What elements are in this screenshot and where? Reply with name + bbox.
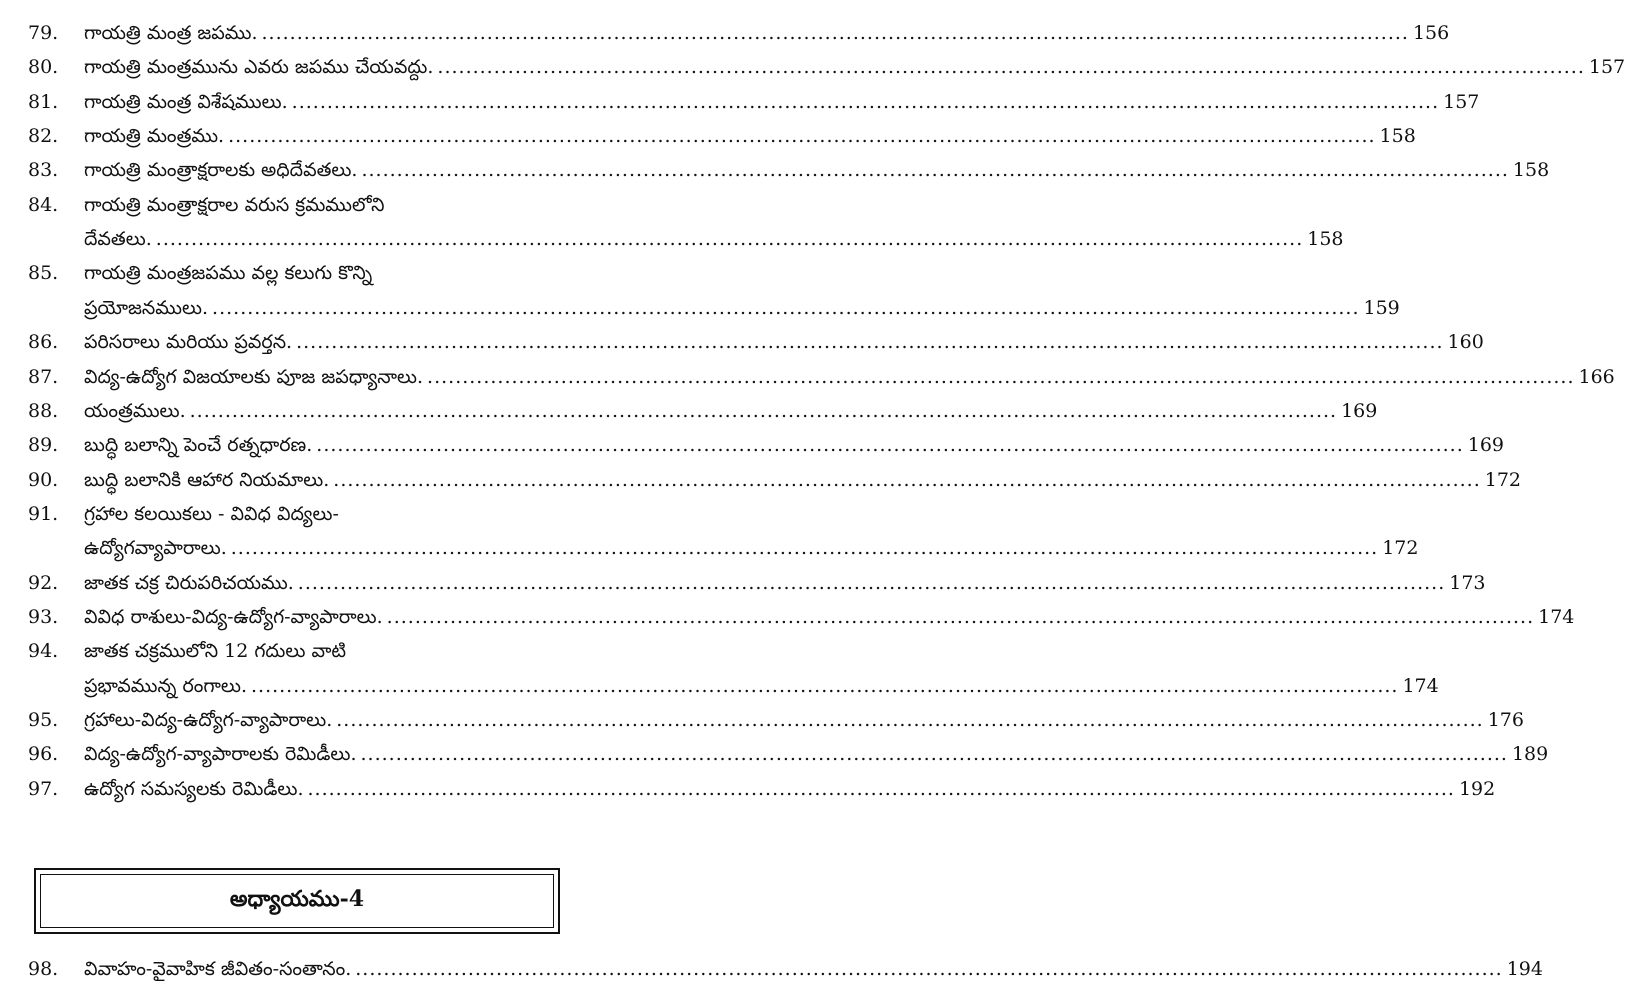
toc-entry-row bbox=[0, 85, 1480, 119]
entry-title: గాయత్రి మంత్రము. bbox=[84, 125, 225, 148]
toc-entry-row bbox=[0, 463, 1521, 497]
entry-line bbox=[84, 16, 1450, 50]
page-number: 156 bbox=[1412, 22, 1450, 44]
dot-leader bbox=[251, 669, 1398, 703]
page-number: 169 bbox=[1341, 399, 1378, 422]
toc-entry-row bbox=[0, 428, 1505, 462]
dot-leader bbox=[307, 772, 1454, 806]
entry-title: పరిసరాలు మరియు ప్రవర్తన. bbox=[84, 331, 293, 354]
toc-entry-row bbox=[0, 634, 600, 668]
page-number: 173 bbox=[1449, 571, 1486, 594]
toc-entry-row bbox=[0, 737, 1549, 771]
toc-entry-row bbox=[0, 566, 1486, 600]
entry-title: విద్య-ఉద్యోగ-వ్యాపారాలకు రెమిడీలు. bbox=[84, 743, 357, 766]
toc-entry-row bbox=[0, 531, 1419, 565]
entry-line bbox=[84, 566, 1486, 600]
entry-number: 79. bbox=[28, 22, 59, 44]
entry-title: బుద్ధి బలాన్ని పెంచే రత్నధారణ. bbox=[84, 434, 313, 457]
dot-leader bbox=[156, 222, 1303, 256]
entry-line bbox=[84, 737, 1549, 771]
entry-number: 90. bbox=[28, 468, 59, 491]
entry-title: గాయత్రి మంత్రజపము వల్ల కలుగు కొన్ని bbox=[84, 262, 373, 285]
page-number: 166 bbox=[1578, 365, 1615, 388]
entry-line bbox=[84, 428, 1505, 462]
entry-title: యంత్రములు. bbox=[84, 399, 186, 422]
entry-number: 81. bbox=[28, 90, 59, 113]
page-number: 157 bbox=[1588, 56, 1625, 79]
entry-number: 94. bbox=[28, 640, 59, 663]
dot-leader bbox=[437, 50, 1584, 84]
entry-title: గాయత్రి మంత్రాక్షరాలకు అధిదేవతలు. bbox=[84, 159, 358, 182]
entry-title: గ్రహాల కలయికలు - వివిధ విద్యలు- bbox=[84, 502, 339, 525]
entry-number: 84. bbox=[28, 193, 59, 216]
entry-number: 91. bbox=[28, 502, 59, 525]
entry-number: 92. bbox=[28, 571, 59, 594]
entry-line bbox=[84, 50, 1625, 84]
page-number: 194 bbox=[1506, 958, 1543, 980]
entry-number: 95. bbox=[28, 709, 59, 731]
entry-line bbox=[84, 222, 1344, 256]
dot-leader bbox=[190, 394, 1337, 428]
entry-line bbox=[84, 703, 1524, 737]
page-number: 174 bbox=[1538, 605, 1575, 628]
page-number: 172 bbox=[1382, 537, 1419, 560]
toc-entry-row bbox=[0, 772, 1496, 806]
entry-title: గాయత్రి మంత్ర జపము. bbox=[84, 22, 258, 44]
entry-title: ఉద్యోగవ్యాపారాలు. bbox=[84, 537, 227, 560]
entry-line bbox=[84, 952, 1543, 986]
entry-number: 93. bbox=[28, 605, 59, 628]
entry-number: 98. bbox=[28, 958, 59, 980]
entry-title: గ్రహాలు-విద్య-ఉద్యోగ-వ్యాపారాలు. bbox=[84, 709, 333, 731]
entry-line bbox=[84, 119, 1416, 153]
dot-leader bbox=[361, 737, 1508, 771]
entry-line bbox=[84, 531, 1419, 565]
chapter-title: అధ్యాయము-4 bbox=[229, 885, 365, 912]
dot-leader bbox=[298, 566, 1445, 600]
dot-leader bbox=[361, 153, 1508, 187]
page-number: 157 bbox=[1443, 90, 1480, 113]
entry-number: 96. bbox=[28, 743, 59, 766]
entry-number: 86. bbox=[28, 331, 59, 354]
entry-line bbox=[84, 600, 1575, 634]
toc-entry-row bbox=[0, 50, 1625, 84]
dot-leader bbox=[333, 463, 1480, 497]
dot-leader bbox=[355, 952, 1502, 986]
page-number: 176 bbox=[1487, 709, 1524, 731]
toc-entry-row bbox=[0, 703, 1524, 737]
dot-leader bbox=[336, 703, 1483, 737]
entry-number: 88. bbox=[28, 399, 59, 422]
entry-title: విద్య-ఉద్యోగ విజయాలకు పూజ జపధ్యానాలు. bbox=[84, 365, 424, 388]
page-number: 160 bbox=[1447, 331, 1484, 354]
entry-title: వివాహం-వైవాహిక జీవితం-సంతానం. bbox=[84, 958, 352, 980]
dot-leader bbox=[387, 600, 1534, 634]
page-number: 169 bbox=[1467, 434, 1505, 457]
entry-title: ప్రభావమున్న రంగాలు. bbox=[84, 674, 247, 697]
entry-title: వివిధ రాశులు-విద్య-ఉద్యోగ-వ్యాపారాలు. bbox=[84, 605, 383, 628]
entry-line bbox=[84, 497, 562, 531]
dot-leader bbox=[316, 428, 1463, 462]
toc-entry-row bbox=[0, 394, 1378, 428]
toc-entry-row bbox=[0, 16, 1450, 50]
toc-entry-row bbox=[0, 360, 1615, 394]
dot-leader bbox=[212, 291, 1359, 325]
page-number: 159 bbox=[1363, 296, 1400, 319]
entry-line bbox=[84, 669, 1439, 703]
entry-title: జాతక చక్ర చిరుపరిచయము. bbox=[84, 571, 294, 594]
toc-entry-row bbox=[0, 153, 1550, 187]
toc-entry-row bbox=[0, 497, 600, 531]
entry-number: 85. bbox=[28, 262, 59, 285]
page-number: 172 bbox=[1484, 468, 1521, 491]
toc-entry-row bbox=[0, 952, 1543, 986]
entry-number: 87. bbox=[28, 365, 59, 388]
dot-leader bbox=[262, 16, 1409, 50]
toc-entry-row bbox=[0, 600, 1575, 634]
entry-line bbox=[84, 325, 1484, 359]
entry-title: ఉద్యోగ సమస్యలకు రెమిడీలు. bbox=[84, 777, 304, 800]
entry-number: 83. bbox=[28, 159, 59, 182]
entry-line bbox=[84, 291, 1400, 325]
entry-line bbox=[84, 85, 1480, 119]
page-number: 158 bbox=[1512, 159, 1550, 182]
toc-entry-row bbox=[0, 291, 1400, 325]
dot-leader bbox=[228, 119, 1375, 153]
page-number: 189 bbox=[1511, 743, 1549, 766]
entry-line bbox=[84, 772, 1496, 806]
dot-leader bbox=[427, 360, 1574, 394]
entry-title: గాయత్రి మంత్ర విశేషములు. bbox=[84, 90, 288, 113]
dot-leader bbox=[231, 531, 1378, 565]
entry-title: ప్రయోజనములు. bbox=[84, 296, 209, 319]
entry-number: 80. bbox=[28, 56, 59, 79]
entry-number: 97. bbox=[28, 777, 59, 800]
entry-line bbox=[84, 394, 1378, 428]
page-number: 158 bbox=[1307, 228, 1344, 251]
entry-title: బుద్ధి బలానికి ఆహార నియమాలు. bbox=[84, 468, 330, 491]
dot-leader bbox=[296, 325, 1443, 359]
toc-entry-row bbox=[0, 669, 1439, 703]
entry-line bbox=[84, 463, 1521, 497]
entry-line bbox=[84, 360, 1615, 394]
entry-line bbox=[84, 153, 1550, 187]
chapter-heading-inner-frame bbox=[40, 874, 554, 928]
dot-leader bbox=[292, 85, 1439, 119]
entry-title: జాతక చక్రములోని 12 గదులు వాటి bbox=[84, 640, 347, 663]
chapter-heading-box bbox=[34, 868, 560, 934]
toc-entry-row bbox=[0, 222, 1344, 256]
toc-entry-row bbox=[0, 119, 1416, 153]
toc-entry-row bbox=[0, 325, 1484, 359]
entry-number: 89. bbox=[28, 434, 59, 457]
page-number: 174 bbox=[1402, 674, 1439, 697]
entry-line bbox=[84, 634, 562, 668]
entry-title: గాయత్రి మంత్రమును ఎవరు జపము చేయవద్దు. bbox=[84, 56, 434, 79]
entry-number: 82. bbox=[28, 125, 59, 148]
entry-title: దేవతలు. bbox=[84, 228, 152, 251]
entry-title: గాయత్రి మంత్రాక్షరాల వరుస క్రమములోని bbox=[84, 193, 385, 216]
entry-line bbox=[84, 188, 562, 222]
page-number: 158 bbox=[1379, 125, 1416, 148]
toc-entry-row bbox=[0, 256, 600, 290]
toc-entry-row bbox=[0, 188, 600, 222]
entry-line bbox=[84, 256, 562, 290]
page-number: 192 bbox=[1458, 777, 1496, 800]
